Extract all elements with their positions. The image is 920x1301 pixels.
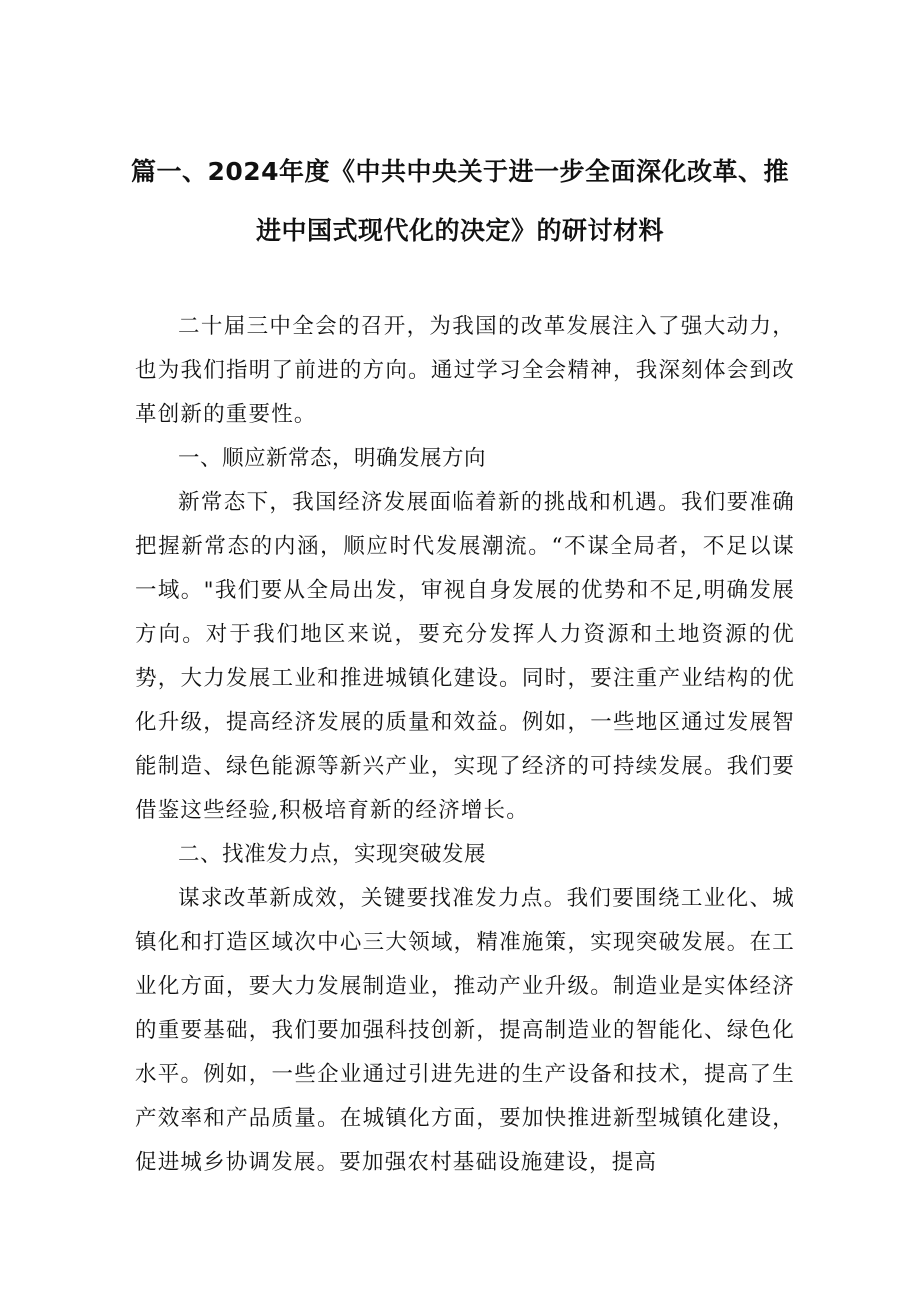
section-1-paragraph: 新常态下，我国经济发展面临着新的挑战和机遇。我们要准确把握新常态的内涵，顺应时代发展潮流。“不谋全局者，不足以谋一域。"我们要从全局出发，审视自身发展的优势和不足,明确发展方向。对于我们地区来说，要充分发挥人力资源和土地资源的优势，大力发展工业和推进城镇化建设。同时，要注重产业结构的优化升级，提高经济发展的质量和效益。例如，一些地区通过发展智能制造、绿色能源等新兴产业，实现了经济的可持续发展。我们要借鉴这些经验,积极培育新的经济增长。 — [135, 490, 795, 823]
document-title-line-1: 篇一、2024年度《中共中央关于进一步全面深化改革、推 — [130, 157, 790, 186]
section-2-paragraph: 谋求改革新成效，关键要找准发力点。我们要围绕工业化、城镇化和打造区域次中心三大领域，精准施策，实现突破发展。在工业化方面，要大力发展制造业，推动产业升级。制造业是实体经济的重要基础，我们要加强科技创新，提高制造业的智能化、绿色化水平。例如，一些企业通过引进先进的生产设备和技术，提高了生产效率和产品质量。在城镇化方面，要加快推进新型城镇化建设，促进城乡协调发展。要加强农村基础设施建设，提高 — [135, 886, 795, 1175]
section-1-heading: 一、顺应新常态，明确发展方向 — [178, 446, 487, 471]
document-title-line-2: 进中国式现代化的决定》的研讨材料 — [255, 216, 664, 245]
document-body — [135, 305, 795, 1185]
section-2-heading: 二、找准发力点，实现突破发展 — [178, 842, 487, 867]
intro-paragraph: 二十届三中全会的召开，为我国的改革发展注入了强大动力，也为我们指明了前进的方向。通过学习全会精神，我深刻体会到改革创新的重要性。 — [135, 314, 795, 427]
